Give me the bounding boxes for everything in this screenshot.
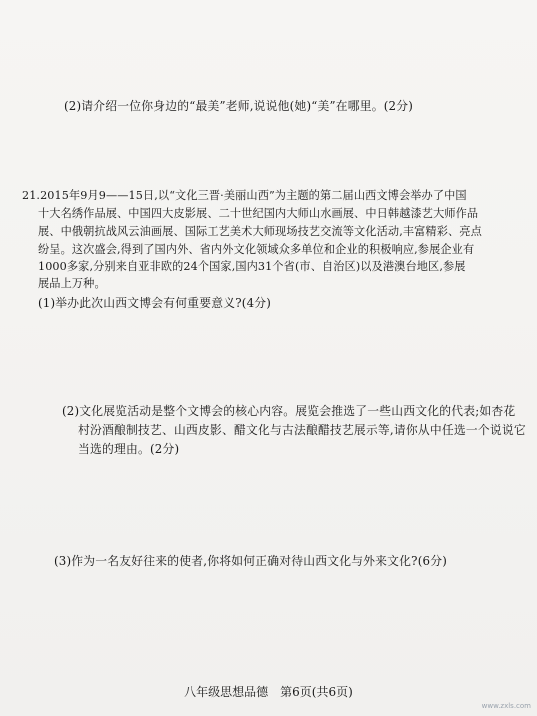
- question-21-part-3: (3)作为一名友好往来的使者,你将如何正确对待山西文化与外来文化?(6分): [54, 554, 448, 568]
- watermark: www.zxls.com: [481, 702, 531, 710]
- question-21-intro-line-1: 21.2015年9月9——15日,以“文化三晋·美丽山西”为主题的第二届山西文博会举办了中国: [22, 189, 467, 202]
- question-21-intro-line-2: 十大名绣作品展、中国四大皮影展、二十世纪国内大师山水画展、中日韩越漆艺大师作品: [38, 207, 479, 220]
- question-21-part-2-line-3: 当选的理由。(2分): [78, 442, 180, 456]
- page-footer: 八年级思想品德 第6页(共6页): [184, 685, 353, 699]
- question-21-intro-line-4: 纷呈。这次盛会,得到了国内外、省内外文化领域众多单位和企业的积极响应,参展企业有: [38, 243, 475, 256]
- question-21-intro-line-5: 1000多家,分别来自亚非欧的24个国家,国内31个省(市、自治区)以及港澳台地区,参展: [38, 260, 466, 273]
- question-21-part-2-line-1: (2)文化展览活动是整个文博会的核心内容。展览会推选了一些山西文化的代表;如杏花: [62, 404, 516, 418]
- question-20-part-2: (2)请介绍一位你身边的“最美”老师,说说他(她)“美”在哪里。(2分): [64, 99, 414, 113]
- question-21-part-1: (1)举办此次山西文博会有何重要意义?(4分): [38, 296, 272, 310]
- question-21-part-2-line-2: 村汾酒酿制技艺、山西皮影、醋文化与古法酿醋技艺展示等,请你从中任选一个说说它: [78, 423, 526, 437]
- question-21-intro-line-3: 展、中俄朝抗战风云油画展、国际工艺美术大师现场技艺交流等文化活动,丰富精彩、亮点: [38, 225, 482, 238]
- question-21-intro-line-6: 展品上万种。: [38, 277, 106, 290]
